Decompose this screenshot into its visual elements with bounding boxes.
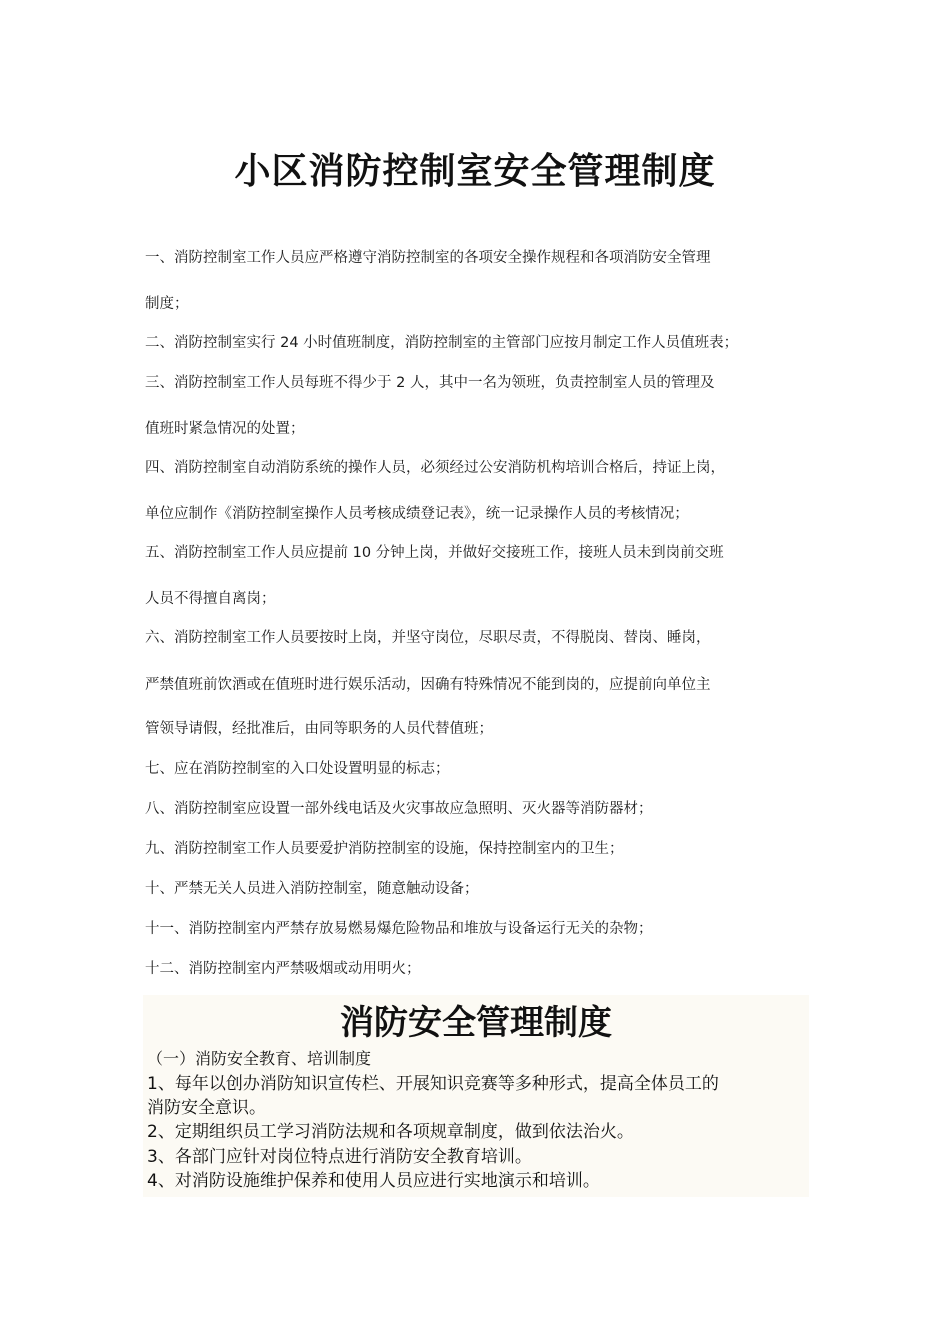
section-line: 1、每年以创办消防知识宣传栏、开展知识竞赛等多种形式，提高全体员工的 (147, 1074, 719, 1094)
fire-safety-section (143, 995, 809, 1197)
rule-line: 人员不得擅自离岗； (145, 591, 276, 607)
rule-line: 单位应制作《消防控制室操作人员考核成绩登记表》，统一记录操作人员的考核情况； (145, 506, 689, 522)
rule-line: 制度； (145, 296, 189, 312)
rule-line: 十二、消防控制室内严禁吸烟或动用明火； (145, 961, 421, 977)
section-line: 消防安全意识。 (147, 1098, 266, 1118)
rule-line: 六、消防控制室工作人员要按时上岗，并坚守岗位，尽职尽责，不得脱岗、替岗、睡岗， (145, 630, 711, 646)
document-title: 小区消防控制室安全管理制度 (234, 150, 716, 192)
section-line: 4、对消防设施维护保养和使用人员应进行实地演示和培训。 (147, 1171, 600, 1191)
rule-line: 十、严禁无关人员进入消防控制室，随意触动设备； (145, 881, 479, 897)
rule-line: 七、应在消防控制室的入口处设置明显的标志； (145, 761, 450, 777)
rule-line: 严禁值班前饮酒或在值班时进行娱乐活动，因确有特殊情况不能到岗的，应提前向单位主 (145, 677, 711, 693)
section-line: 2、定期组织员工学习消防法规和各项规章制度，做到依法治火。 (147, 1122, 634, 1142)
rule-line: 十一、消防控制室内严禁存放易燃易爆危险物品和堆放与设备运行无关的杂物； (145, 921, 653, 937)
rule-line: 三、消防控制室工作人员每班不得少于 2 人，其中一名为领班，负责控制室人员的管理及 (145, 375, 715, 391)
rule-line: 二、消防控制室实行 24 小时值班制度，消防控制室的主管部门应按月制定工作人员值班表； (145, 335, 739, 351)
rule-line: 一、消防控制室工作人员应严格遵守消防控制室的各项安全操作规程和各项消防安全管理 (145, 250, 711, 266)
rule-line: 管领导请假，经批准后，由同等职务的人员代替值班； (145, 721, 493, 737)
rule-line: 八、消防控制室应设置一部外线电话及火灾事故应急照明、灭火器等消防器材； (145, 801, 653, 817)
rule-line: 值班时紧急情况的处置； (145, 421, 305, 437)
section-title: 消防安全管理制度 (340, 1003, 612, 1043)
section-line: 3、各部门应针对岗位特点进行消防安全教育培训。 (147, 1147, 532, 1167)
rule-line: 九、消防控制室工作人员要爱护消防控制室的设施，保持控制室内的卫生； (145, 841, 624, 857)
rule-line: 四、消防控制室自动消防系统的操作人员，必须经过公安消防机构培训合格后，持证上岗， (145, 460, 725, 476)
section-subtitle: （一）消防安全教育、培训制度 (147, 1049, 372, 1068)
rule-line: 五、消防控制室工作人员应提前 10 分钟上岗，并做好交接班工作，接班人员未到岗前交班 (145, 545, 724, 561)
